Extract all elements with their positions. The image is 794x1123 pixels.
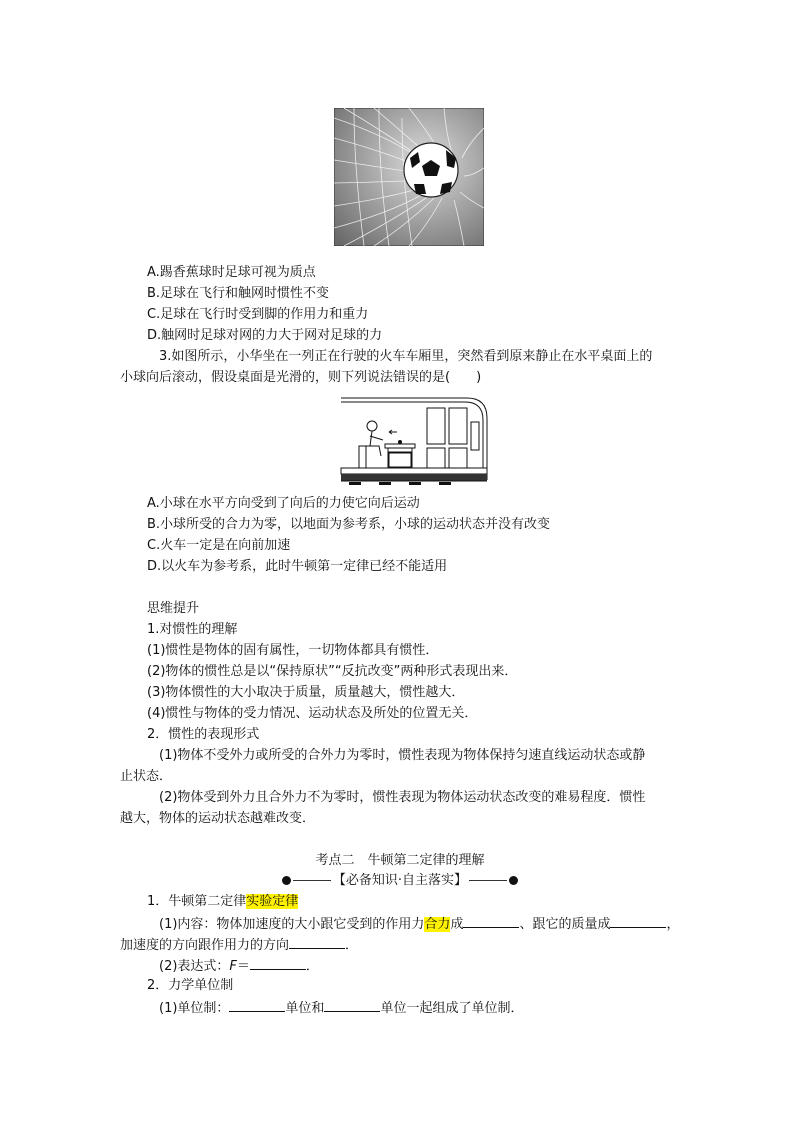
q2-option-a: A.踢香蕉球时足球可视为质点	[147, 265, 316, 280]
blank-1[interactable]	[463, 914, 519, 928]
unit-system-heading: 2．力学单位制	[147, 978, 234, 993]
unit-system-content: (1)单位制： 单位和 单位一起组成了单位制．	[159, 998, 523, 1018]
banner-text: 【必备知识·自主落实】	[332, 873, 468, 888]
law-content-line1: (1)内容：物体加速度的大小跟它受到的作用力合力成 、跟它的质量成 ，	[159, 914, 679, 934]
q2-option-d: D.触网时足球对网的力大于网对足球的力	[147, 328, 383, 343]
thinking-point-6-line2: 越大，物体的运动状态越难改变．	[120, 811, 316, 826]
highlight-experiment-law: 实验定律	[246, 894, 299, 909]
q2-option-b: B.足球在飞行和触网时惯性不变	[147, 286, 330, 301]
thinking-title: 思维提升	[147, 601, 200, 616]
law-content-line2: 加速度的方向跟作用力的方向 ．	[120, 935, 358, 955]
banner-dot-left	[282, 876, 291, 885]
q3-stem-line1: 3.如图所示，小华坐在一列正在行驶的火车车厢里，突然看到原来静止在水平桌面上的	[159, 349, 653, 364]
thinking-point-1: (1)惯性是物体的固有属性，一切物体都具有惯性．	[147, 643, 439, 658]
thinking-point-5-line2: 止状态．	[120, 769, 173, 784]
blank-6[interactable]	[324, 998, 380, 1012]
blank-2[interactable]	[610, 914, 666, 928]
thinking-point-3: (3)物体惯性的大小取决于质量，质量越大，惯性越大．	[147, 685, 465, 700]
banner-dot-right	[509, 876, 518, 885]
q3-option-c: C.火车一定是在向前加速	[147, 538, 291, 553]
thinking-point-2: (2)物体的惯性总是以“保持原状”“反抗改变”两种形式表现出来．	[147, 664, 518, 679]
thinking-point-5-line1: (1)物体不受外力或所受的合外力为零时，惯性表现为物体保持匀速直线运动状态或静	[159, 748, 646, 763]
q3-stem-line2: 小球向后滚动，假设桌面是光滑的，则下列说法错误的是( )	[120, 370, 482, 385]
law-heading: 1．牛顿第二定律实验定律	[147, 894, 299, 909]
thinking-heading-1: 1.对惯性的理解	[147, 622, 238, 637]
law-expression: (2)表达式：F＝ ．	[159, 956, 319, 976]
force-variable: F	[229, 959, 237, 974]
q3-option-d: D.以火车为参考系，此时牛顿第一定律已经不能适用	[147, 559, 448, 574]
q3-option-a: A.小球在水平方向受到了向后的力使它向后运动	[147, 496, 420, 511]
section-banner	[120, 872, 680, 890]
thinking-point-6-line1: (2)物体受到外力且合外力不为零时，惯性表现为物体运动状态改变的难易程度．惯性	[159, 790, 646, 805]
q2-option-c: C.足球在飞行时受到脚的作用力和重力	[147, 307, 369, 322]
thinking-point-4: (4)惯性与物体的受力情况、运动状态及所处的位置无关．	[147, 706, 478, 721]
q3-option-b: B.小球所受的合力为零，以地面为参考系，小球的运动状态并没有改变	[147, 517, 551, 532]
blank-4[interactable]	[250, 956, 306, 970]
section-title: 考点二 牛顿第二定律的理解	[315, 853, 485, 868]
train-car-figure	[339, 390, 489, 490]
blank-5[interactable]	[229, 998, 285, 1012]
blank-3[interactable]	[289, 935, 345, 949]
thinking-heading-2: 2．惯性的表现形式	[147, 727, 260, 742]
highlight-net-force: 合力	[424, 917, 451, 932]
soccer-ball-net-figure	[334, 108, 484, 246]
